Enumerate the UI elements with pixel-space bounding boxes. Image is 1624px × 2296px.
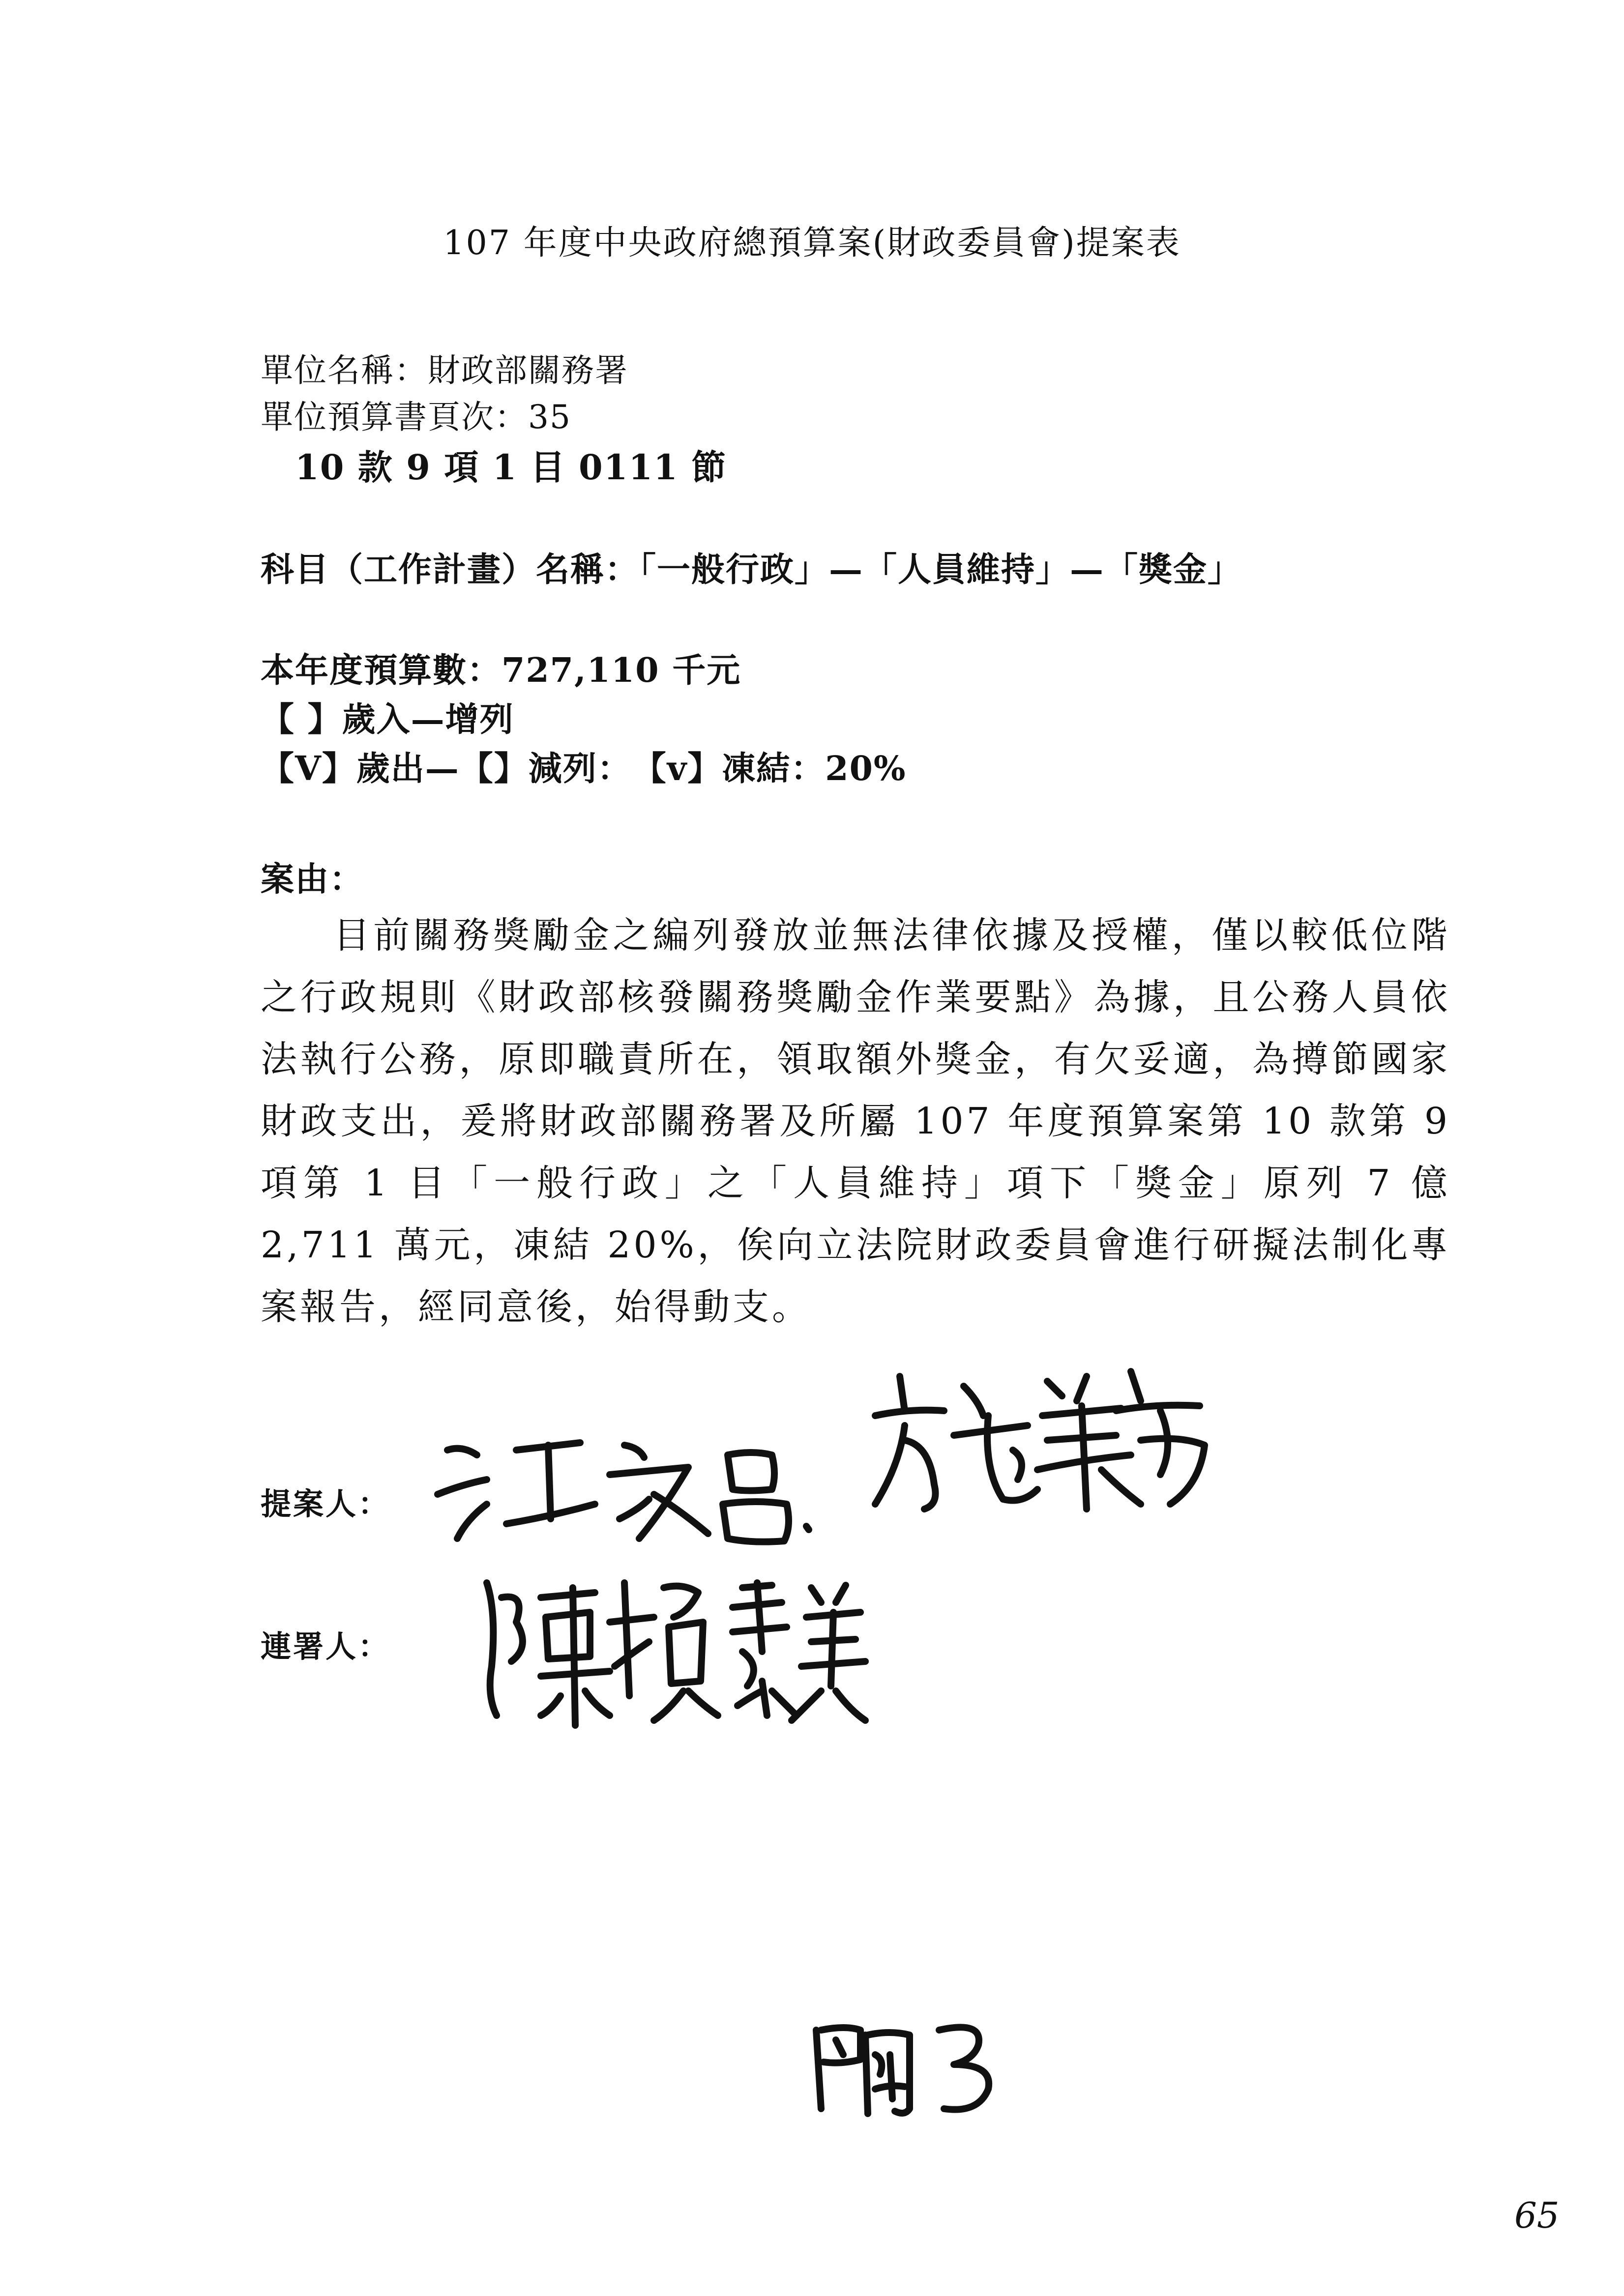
- department-mark: [806, 2010, 1013, 2119]
- budget-amount: 本年度預算數：727,110 千元: [261, 651, 741, 690]
- unit-budget-page: 單位預算書頁次：35: [261, 398, 571, 436]
- subject-name: 科目（工作計畫）名稱：「一般行政」—「人員維持」—「獎金」: [261, 550, 1242, 589]
- proposer-signature-1: [433, 1421, 816, 1548]
- budget-code: 10 款 9 項 1 目 0111 節: [295, 447, 727, 488]
- page-number: 65: [1514, 2195, 1560, 2236]
- expense-option: 【V】歲出—【】減列： 【v】凍結：20%: [261, 749, 907, 788]
- page-title: 107 年度中央政府總預算案(財政委員會)提案表: [443, 224, 1181, 262]
- income-option: 【 】歲入—增列: [261, 700, 514, 739]
- reason-text: 目前關務獎勵金之編列發放並無法律依據及授權，僅以較低位階之行政規則《財政部核發關務獎勵金作業要點》為據，且公務人員依法執行公務，原即職責所在，領取額外獎金，有欠妥適，為撙節國家財政支出，爰將財政部關務署及所屬 107 年度預算案第 10 款第 9 項第 1 目「一般行政」之「人員維持」項下「獎金」原列 7 億 2,711 萬元，凍結 20%，俟向立法院財政委員會進行研擬法制化專案報告，經同意後，始得動支。: [261, 914, 1450, 1328]
- unit-name: 單位名稱：財政部關務署: [261, 351, 628, 389]
- cosigner-signature: [467, 1568, 870, 1730]
- cosigner-label: 連署人：: [261, 1628, 391, 1664]
- proposer-signature-2: [865, 1357, 1210, 1519]
- proposer-label: 提案人：: [261, 1486, 391, 1522]
- reason-heading: 案由：: [261, 860, 364, 899]
